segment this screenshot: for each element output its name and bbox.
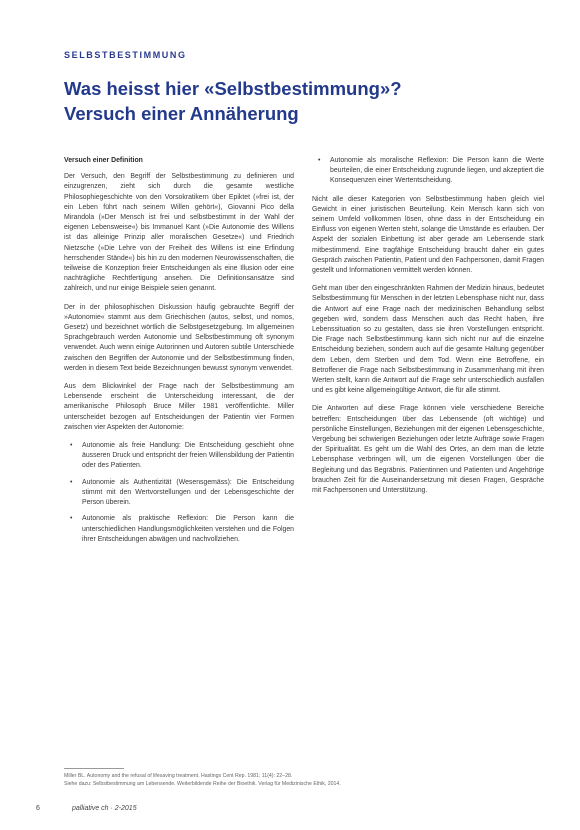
bullet-icon: •: [70, 442, 73, 450]
journal-name: palliative ch · 2-2015: [72, 805, 137, 812]
bullet-list: [64, 441, 294, 545]
paragraph: Die Antworten auf diese Frage können viele verschiedene Bereiche betreffen: Entscheidungen über das Lebensende (oft wichtige) und persönliche Einstellungen, Beziehungen mit der eigenen Lebensgeschichte, Vergebung bei schwierigen Beziehungen oder letzte Aufträge sowie Fragen der Spiritualität. Es geht um die Wahl des Ortes, an dem man die letzte Lebensphase verbringen will, um die eigenen Vorstellungen über die Begleitung und das Begräbnis. Patientinnen und Patienten und Angehörige brauchen Zeit für die Auseinandersetzung mit diesen Fragen, Gespräche mit Fachpersonen und Unterstützung.: [312, 405, 544, 495]
title-line-2: Versuch einer Annäherung: [64, 103, 299, 124]
subheading: Versuch einer Definition: [64, 157, 143, 164]
footnote-divider: [64, 768, 124, 769]
article-title: [64, 76, 534, 126]
bullet-list: [312, 156, 544, 187]
footnote: Miller BL. Autonomy and the refusal of lifesaving treatment. Hastings Cent Rep. 1981; 11(4): 22–28.: [64, 773, 293, 779]
left-column: [64, 156, 294, 553]
list-item: [64, 478, 294, 509]
list-item-text: Autonomie als Authentizität (Wesensgemäss): Die Entscheidung stimmt mit den Wertvorstellungen und der Lebensgeschichte der Person überein.: [82, 478, 294, 507]
section-kicker: SELBSTBESTIMMUNG: [64, 50, 187, 60]
paragraph: Geht man über den eingeschränkten Rahmen der Medizin hinaus, bedeutet Selbstbestimmung für Menschen in der letzten Lebensphase nicht nur, dass die Antwort auf eine Frage nach der medizinischen Behandlung selbst gegeben wird, sondern dass Menschen auch das Recht haben, ihre Lebenssituation so zu gestalten, dass sie ihren Vorstellungen entspricht. Die Frage nach Selbstbestimmung kann sich nicht nur auf die einzelne Entscheidung beziehen, sondern auch auf die gesamte Haltung gegenüber dem Leben, dem Sterben und dem Tod. Wenn eine Betroffene, ein Betroffener die Frage nach Selbstbestimmung in Zusammenhang mit ihren Werten stellt, kann die Antwort auf die Frage sehr unterschiedlich ausfallen und es gibt keine allgemeingültige Antwort, die für alle stimmt.: [312, 285, 544, 395]
title-line-1: Was heisst hier «Selbstbestimmung»?: [64, 78, 402, 99]
paragraph: Aus dem Blickwinkel der Frage nach der Selbstbestimmung am Lebensende erscheint die Unterscheidung interessant, die der amerikanische Philosoph Bruce Miller 1981 veröffentlichte. Miller unterscheidet bezogen auf Entscheidungen der Patientin vier Formen zwischen vier Aspekten der Autonomie:: [64, 383, 294, 431]
list-item: [64, 441, 294, 472]
list-item-text: Autonomie als moralische Reflexion: Die Person kann die Werte beurteilen, die einer Entscheidung zugrunde liegen, und akzeptiert die Konsequenzen einer Wertentscheidung.: [330, 157, 544, 185]
paragraph: Nicht alle dieser Kategorien von Selbstbestimmung haben gleich viel Gewicht in einer juristischen Beurteilung. Kein Mensch kann sich von seinem Umfeld vollkommen lösen, ohne dass in der Entscheidung ein Einfluss von eigenen Werten steht, solange die Umstände es erlauben. Der Aspekt der sozialen Einbettung ist aber gerade am Lebensende stark mitbestimmend. Eine tragfähige Entscheidung braucht daher ein gutes Gespräch zwischen Patientin, Patient und den Fachpersonen, damit Fragen gestellt und Informationen vermittelt werden können.: [312, 195, 544, 275]
paragraph: Der in der philosophischen Diskussion häufig gebrauchte Begriff der »Autonomie« stammt aus dem Griechischen (autos, selbst, und nomos, Gesetz) und bezeichnet wörtlich die Selbstgesetzgebung. Im allgemeinen Sprachgebrauch werden Autonomie und Selbstbestimmung oft synonym verwendet. Auch wenn einige Autorinnen und Autoren subtile Unterschiede zwischen den Begriffen der Autonomie und der Selbstbestimmung finden, werden in diesem Text beide Bezeichnungen bewusst synonym verwendet.: [64, 303, 294, 372]
page-number: 6: [36, 805, 40, 812]
list-item: [64, 514, 294, 545]
bullet-icon: •: [70, 515, 73, 523]
paragraph: Der Versuch, den Begriff der Selbstbestimmung zu definieren und einzugrenzen, zieht sich durch die gesamte westliche Philosophiegeschichte von den Vorsokratikern über Epiktet (»frei ist, der ein Leben führt nach seinem Willen gehört«), Giovanni Pico della Mirandola (»Der Mensch ist frei und selbstbestimmt in der Wahl der eigenen Lebensweise«) bis Immanuel Kant (»Die Autonomie des Willens ist das alleinige Prinzip aller moralischen Gesetze«) und Friedrich Nietzsche (»Die Lehre von der Freiheit des Willens ist eine Erfindung herrschender Stände«) bis hin zu den modernen Neurowissenschaften, die teilweise die Konzeption freier Entscheidungen als eine Illusion oder eine nachträgliche Rechtfertigung ansehen. Die Definitionsansätze sind zahlreich, und nur einige Beispiele seien genannt.: [64, 173, 294, 293]
footnotes: [64, 772, 544, 788]
footnote: Siehe dazu: Selbstbestimmung am Lebensende. Weiterbildende Reihe der Bioethik. Verlag für Medizinische Ethik, 2014.: [64, 781, 341, 787]
right-column: [312, 156, 544, 504]
bullet-icon: •: [318, 157, 321, 164]
list-item: [312, 156, 544, 187]
list-item-text: Autonomie als freie Handlung: Die Entscheidung geschieht ohne äusseren Druck und entspricht der freien Willensbildung der Patientin oder des Patienten.: [82, 442, 294, 470]
bullet-icon: •: [70, 478, 73, 486]
list-item-text: Autonomie als praktische Reflexion: Die Person kann die unterschiedlichen Handlungsmöglichkeiten verstehen und die Folgen ihrer Entscheidungen abwägen und nachvollziehen.: [82, 515, 294, 543]
